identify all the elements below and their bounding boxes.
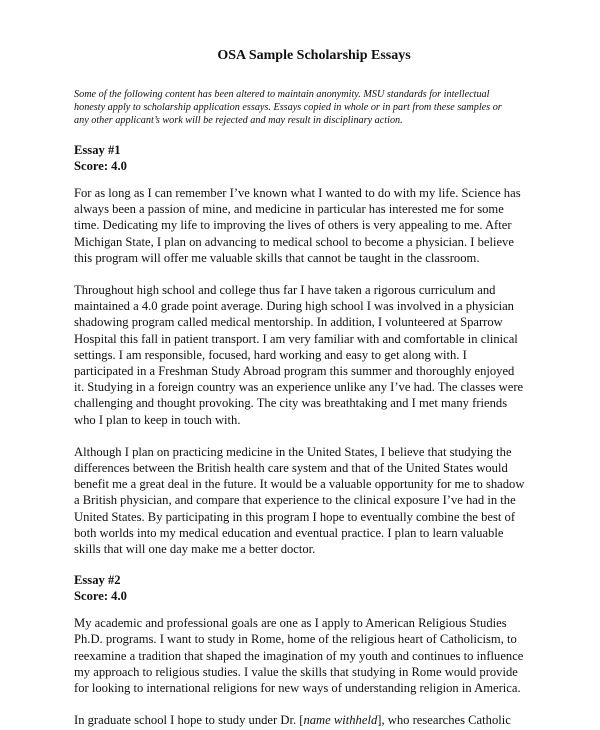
notice-line: any other applicant’s work will be rejected and may result in disciplinary action. [74, 115, 403, 126]
essay-score: Score: 4.0 [74, 588, 127, 603]
text-line: who I plan to keep in touch with. [74, 412, 241, 427]
document-body [74, 0, 542, 728]
text-line: My academic and professional goals are one as I apply to American Religious Studies [74, 616, 507, 631]
text-line: for looking to international religions for new ways of understanding religion in America. [74, 681, 521, 696]
text-line: Throughout high school and college thus far I have taken a rigorous curriculum and [74, 283, 496, 298]
text-line: maintained a 4.0 grade point average. During high school I was involved in a physician [74, 299, 514, 314]
text-line: both worlds into my medical education and eventual practice. I plan to learn valuable [74, 525, 504, 540]
essay-2-header [74, 573, 542, 604]
text-segment: In graduate school I hope to study under Dr. [ [74, 713, 304, 728]
text-line: Hospital this fall in patient transport. I am very familiar with and comfortable in clinical [74, 331, 518, 346]
text-line: differences between the British health care system and that of the United States would [74, 461, 508, 476]
text-line: United States. By participating in this program I hope to eventually combine the best of [74, 509, 516, 524]
text-line: reexamine a tradition that shaped the imagination of my youth and continues to influence [74, 648, 524, 663]
notice-line: honesty apply to scholarship application essays. Essays copied in whole or in part from these samples or [74, 102, 502, 113]
document-title: OSA Sample Scholarship Essays [217, 48, 411, 63]
text-line: shadowing program called medical mentorship. In addition, I volunteered at Sparrow [74, 315, 503, 330]
text-line: my approach to religious studies. I value the skills that studying in Rome would provide [74, 664, 518, 679]
essay-2-paragraph-2 [74, 712, 542, 728]
text-line: Michigan State, I plan on advancing to medical school to become a physician. I believe [74, 234, 514, 249]
text-line: challenging and thought provoking. The city was breathtaking and I met many friends [74, 396, 508, 411]
text-line: Although I plan on practicing medicine in the United States, I believe that studying the [74, 444, 512, 459]
text-line [74, 712, 542, 728]
essay-heading: Essay #2 [74, 573, 121, 588]
text-line: settings. I am responsible, focused, hard working and easy to get along with. I [74, 347, 467, 362]
text-line: a British physician, and compare that experience to the clinical exposure I’ve had in the [74, 493, 516, 508]
essay-1-header [74, 143, 542, 174]
withheld-name: name withheld [303, 713, 378, 728]
essay-1-paragraph-3 [74, 444, 542, 557]
notice-line: Some of the following content has been altered to maintain anonymity. MSU standards for intellectual [74, 89, 490, 100]
text-line: benefit me a great deal in the future. It would be a valuable opportunity for me to shadow [74, 477, 525, 492]
anonymity-notice [74, 88, 542, 127]
text-line: this program will offer me valuable skills that cannot be taught in the classroom. [74, 250, 480, 265]
essay-2-paragraph-1 [74, 615, 542, 696]
text-line: skills that will one day make me a better doctor. [74, 542, 316, 557]
text-line: it. Studying in a foreign country was an experience unlike any I’ve had. The classes were [74, 380, 524, 395]
text-segment: ], who researches Catholic [377, 713, 511, 728]
text-line: Ph.D. programs. I want to study in Rome, home of the religious heart of Catholicism, to [74, 632, 517, 647]
text-line: participated in a Freshman Study Abroad program this summer and thoroughly enjoyed [74, 364, 515, 379]
essay-score: Score: 4.0 [74, 158, 127, 173]
essay-1-paragraph-2 [74, 282, 542, 428]
text-line: For as long as I can remember I’ve known what I wanted to do with my life. Science has [74, 186, 521, 200]
text-line: time. Dedicating my life to improving the lives of others is very appealing to me. After [74, 218, 512, 233]
text-line: always been a passion of mine, and medicine in particular has interested me for some [74, 202, 504, 217]
essay-1-paragraph-1 [74, 185, 542, 266]
essay-heading: Essay #1 [74, 143, 121, 157]
